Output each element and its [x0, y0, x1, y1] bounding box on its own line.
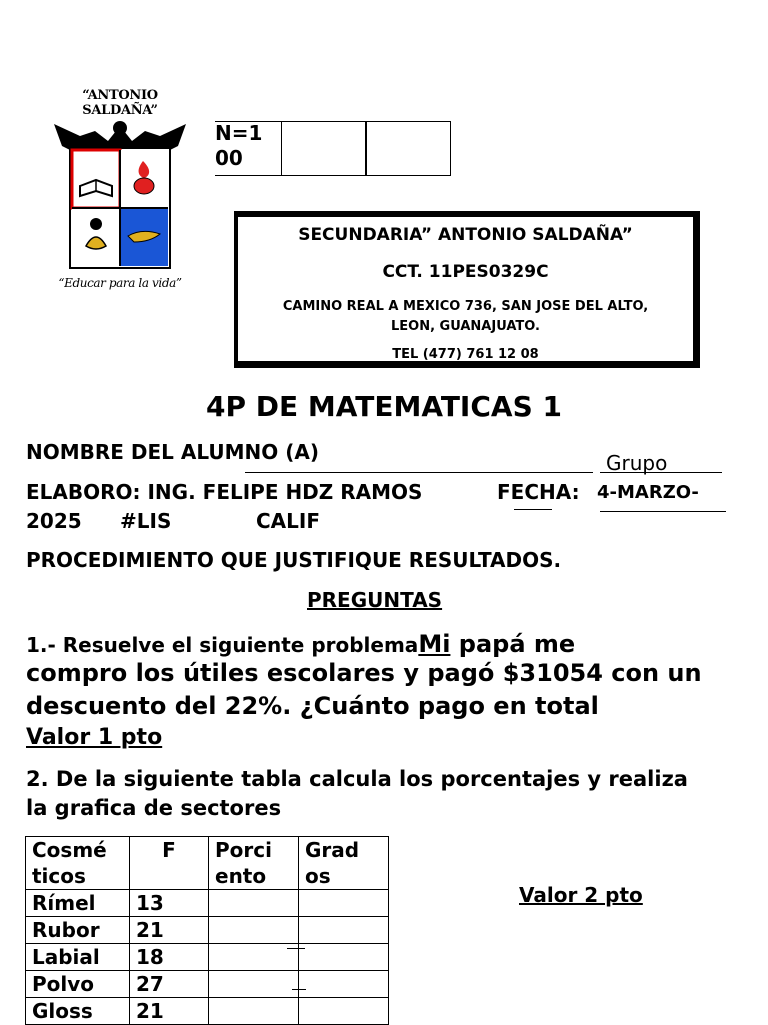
- school-name: SECUNDARIA” ANTONIO SALDAÑA”: [298, 225, 633, 245]
- row-name: Polvo: [26, 971, 130, 998]
- question-1-value: Valor 1 pto: [26, 725, 163, 750]
- header-cosmeticos-a: Cosmé: [32, 838, 107, 862]
- year-label: 2025: [26, 509, 82, 533]
- exam-number-grid: [215, 121, 451, 176]
- grid-bottom-border: [215, 175, 281, 176]
- table-row: [26, 971, 389, 998]
- school-logo: [50, 88, 190, 298]
- question-1-line2: compro los útiles escolares y pagó $31054 con un: [26, 659, 702, 687]
- header-grados: [299, 837, 389, 890]
- school-address-line1: CAMINO REAL A MEXICO 736, SAN JOSE DEL ALTO,: [282, 299, 649, 314]
- school-phone: TEL (477) 761 12 08: [392, 347, 539, 362]
- question-1-line3: descuento del 22%. ¿Cuánto pago en total: [26, 692, 599, 720]
- question-1-line1: [26, 630, 575, 658]
- header-porciento-b: ento: [215, 864, 267, 888]
- coat-of-arms-icon: [50, 106, 190, 278]
- school-address-line2: LEON, GUANAJUATO.: [390, 319, 540, 334]
- row-f: 13: [130, 890, 209, 917]
- exam-title: 4P DE MATEMATICAS 1: [206, 390, 562, 423]
- row-name: Labial: [26, 944, 130, 971]
- row-f: 21: [130, 998, 209, 1025]
- table-header-row: [26, 837, 389, 890]
- table-row: [26, 890, 389, 917]
- school-cct: CCT. 11PES0329C: [382, 262, 549, 282]
- grid-cell-2: [281, 121, 367, 176]
- row-grados[interactable]: [299, 890, 389, 917]
- header-porciento-a: Porci: [215, 838, 272, 862]
- row-grados[interactable]: [299, 998, 389, 1025]
- exam-number-cell: [215, 121, 281, 176]
- question-2-line1: 2. De la siguiente tabla calcula los porcentajes y realiza: [26, 767, 688, 791]
- date-line-left: [514, 509, 552, 510]
- question-2-value: Valor 2 pto: [519, 883, 643, 907]
- questions-heading: PREGUNTAS: [307, 588, 443, 612]
- group-label: Grupo: [606, 451, 668, 475]
- row-name: Gloss: [26, 998, 130, 1025]
- date-line-right: [600, 511, 726, 512]
- table-row: [26, 917, 389, 944]
- table-row: [26, 998, 389, 1025]
- question-1-intro: 1.- Resuelve el siguiente problema: [26, 633, 419, 657]
- school-address: [238, 297, 693, 337]
- question-1-mi-text: Mi: [418, 630, 451, 658]
- author-label: ELABORO: ING. FELIPE HDZ RAMOS: [26, 480, 423, 504]
- row-grados[interactable]: [299, 971, 389, 998]
- question-1-rest: papá me: [450, 630, 576, 658]
- logo-motto: “Educar para la vida”: [58, 276, 182, 290]
- row-name: Rubor: [26, 917, 130, 944]
- student-name-label: NOMBRE DEL ALUMNO (A): [26, 440, 319, 464]
- header-cosmeticos-b: ticos: [32, 864, 86, 888]
- group-line[interactable]: [600, 472, 722, 473]
- row-porciento[interactable]: [209, 917, 299, 944]
- question-2-line2: la grafica de sectores: [26, 796, 282, 820]
- exam-number-line1: N=1: [215, 121, 263, 145]
- row-f: 27: [130, 971, 209, 998]
- header-f: F: [130, 837, 209, 890]
- table-row: [26, 944, 389, 971]
- header-cosmeticos: [26, 837, 130, 890]
- row-porciento[interactable]: [209, 998, 299, 1025]
- logo-top-text: “ANTONIO SALDAÑA”: [82, 88, 158, 118]
- grade-label: CALIF: [256, 509, 321, 533]
- row-porciento[interactable]: [209, 890, 299, 917]
- row-f: 21: [130, 917, 209, 944]
- question-1-mi: [418, 630, 450, 658]
- row-porciento[interactable]: [209, 944, 299, 971]
- row-f: 18: [130, 944, 209, 971]
- date-value: 4-MARZO-: [597, 482, 699, 503]
- pen-mark-2: [292, 989, 306, 990]
- grid-top-border: [215, 121, 281, 122]
- student-name-line[interactable]: [245, 472, 593, 473]
- pen-mark-1: [287, 948, 305, 949]
- instruction-text: PROCEDIMIENTO QUE JUSTIFIQUE RESULTADOS.: [26, 548, 562, 572]
- row-grados[interactable]: [299, 944, 389, 971]
- row-grados[interactable]: [299, 917, 389, 944]
- header-porciento: [209, 837, 299, 890]
- grid-cell-3: [365, 121, 451, 176]
- row-name: Rímel: [26, 890, 130, 917]
- exam-number-line2: 00: [215, 146, 243, 170]
- row-porciento[interactable]: [209, 971, 299, 998]
- header-grados-a: Grad: [305, 838, 360, 862]
- list-number-label: #LIS: [120, 509, 172, 533]
- cosmetics-table: [25, 836, 389, 1025]
- date-label: FECHA:: [497, 480, 580, 504]
- header-grados-b: os: [305, 864, 331, 888]
- school-info-box: [234, 211, 700, 368]
